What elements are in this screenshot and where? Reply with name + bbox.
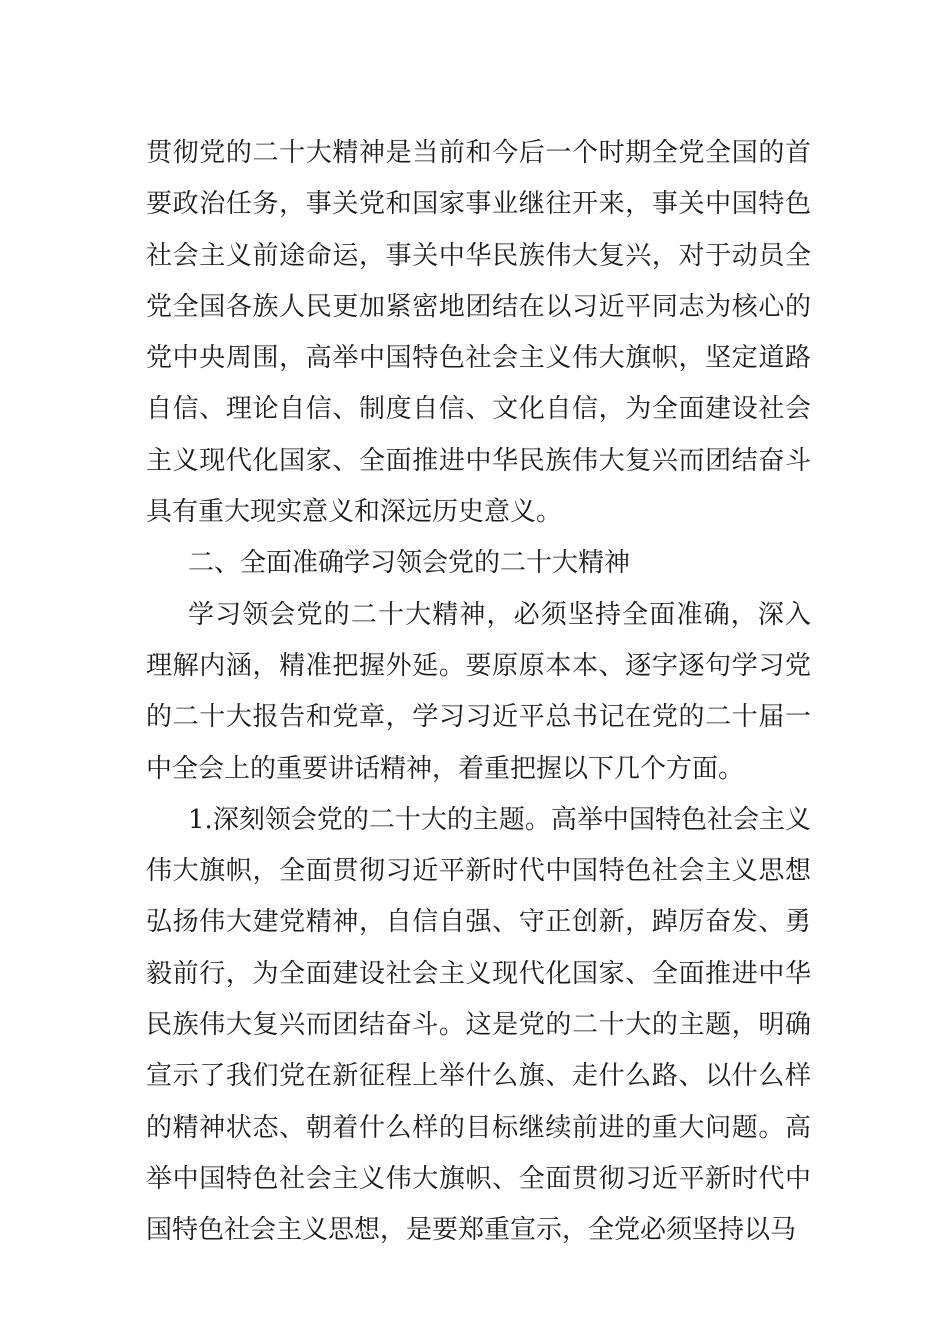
paragraph-significance: 贯彻党的二十大精神是当前和今后一个时期全党全国的首要政治任务，事关党和国家事业继往开来，事关中国特色社会主义前途命运，事关中华民族伟大复兴，对于动员全党全国各族人民更加紧密地团结在以习近平同志为核心的党中央周围，高举中国特色社会主义伟大旗帜，坚定道路自信、理论自信、制度自信、文化自信，为全面建设社会主义现代化国家、全面推进中华民族伟大复兴而团结奋斗具有重大现实意义和深远历史意义。 <box>146 138 811 528</box>
paragraph-study-requirements: 学习领会党的二十大精神，必须坚持全面准确，深入理解内涵，精准把握外延。要原原本本、逐字逐句学习党的二十大报告和党章，学习习近平总书记在党的二十届一中全会上的重要讲话精神，着重把握以下几个方面。 <box>146 599 811 784</box>
document-body <box>146 128 811 1257</box>
section-heading: 二、全面准确学习领会党的二十大精神 <box>188 548 631 579</box>
paragraph-theme: 1.深刻领会党的二十大的主题。高举中国特色社会主义伟大旗帜，全面贯彻习近平新时代中国特色社会主义思想弘扬伟大建党精神，自信自强、守正创新，踔厉奋发、勇毅前行，为全面建设社会主义现代化国家、全面推进中华民族伟大复兴而团结奋斗。这是党的二十大的主题，明确宣示了我们党在新征程上举什么旗、走什么路、以什么样的精神状态、朝着什么样的目标继续前进的重大问题。高举中国特色社会主义伟大旗帜、全面贯彻习近平新时代中国特色社会主义思想，是要郑重宣示，全党必须坚持以马 <box>146 804 811 1246</box>
